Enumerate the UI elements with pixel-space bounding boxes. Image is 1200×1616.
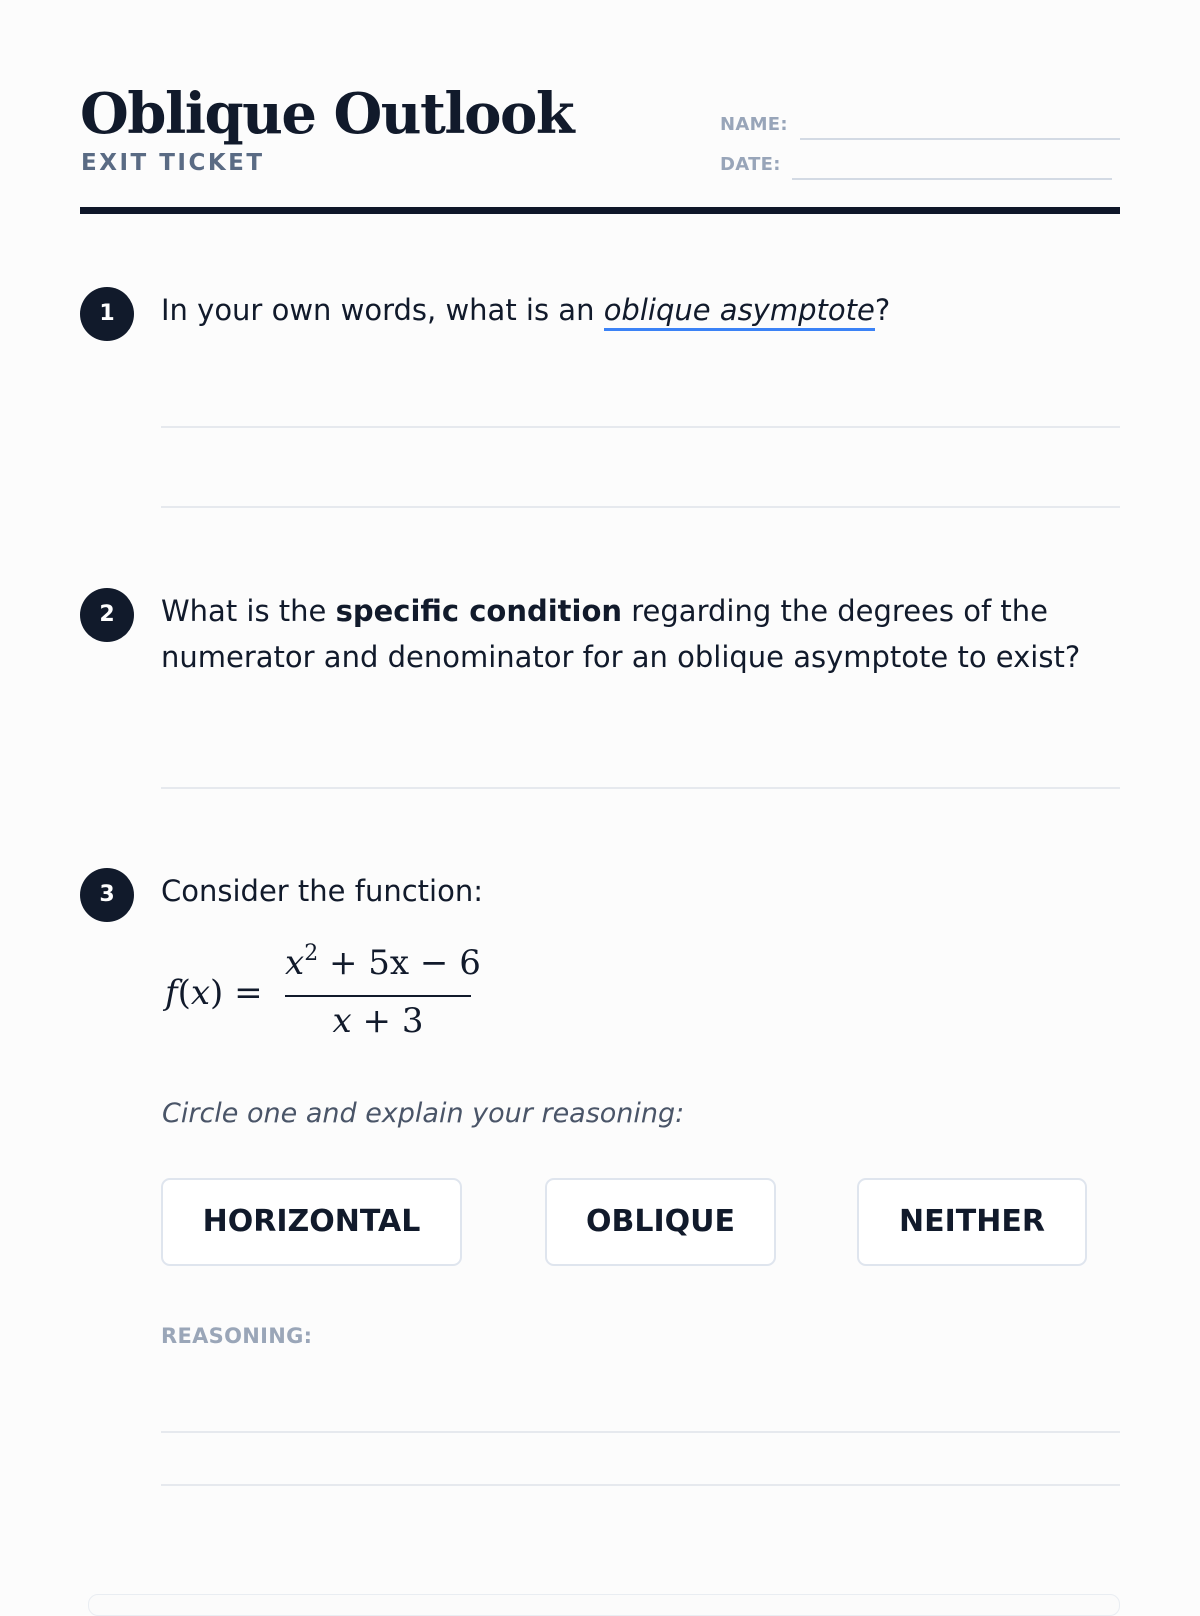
answer-line[interactable] — [161, 1431, 1120, 1433]
page-title: Oblique Outlook — [80, 81, 574, 147]
formula-function-name: f — [165, 973, 178, 1013]
answer-line[interactable] — [161, 1484, 1120, 1486]
question-1-text — [161, 287, 1081, 333]
date-write-line[interactable] — [792, 178, 1112, 180]
question-2-text-end: regarding the degrees of the numerator and denominator for an oblique asymptote to exist? — [161, 594, 1081, 674]
answer-line[interactable] — [161, 426, 1120, 428]
choice-instruction: Circle one and explain your reasoning: — [162, 1098, 685, 1129]
answer-line[interactable] — [161, 787, 1120, 789]
date-field[interactable] — [720, 152, 1120, 178]
choice-oblique-button[interactable]: OBLIQUE — [545, 1178, 776, 1266]
next-card-edge — [88, 1594, 1120, 1616]
date-label: DATE: — [720, 154, 781, 175]
question-number-badge: 2 — [80, 588, 134, 642]
question-number-badge: 1 — [80, 287, 134, 341]
question-1-text-end: ? — [874, 293, 891, 327]
formula-denominator — [285, 1001, 471, 1041]
denominator-variable: x — [332, 1001, 352, 1041]
numerator-variable: x — [285, 943, 305, 983]
fraction-bar — [285, 995, 471, 997]
denominator-terms: + 3 — [351, 1001, 424, 1041]
formula-numerator — [285, 941, 481, 983]
reasoning-label: REASONING: — [161, 1324, 313, 1348]
term-oblique-asymptote: oblique asymptote — [604, 293, 875, 331]
question-1-text-start: In your own words, what is an — [161, 293, 604, 327]
choice-horizontal-button[interactable]: HORIZONTAL — [161, 1178, 462, 1266]
function-formula — [165, 941, 585, 1045]
numerator-terms: + 5x − 6 — [318, 943, 481, 983]
question-3-text: Consider the function: — [161, 874, 483, 908]
formula-equals: = — [234, 973, 263, 1013]
choice-neither-button[interactable]: NEITHER — [857, 1178, 1087, 1266]
name-label: NAME: — [720, 114, 788, 135]
exit-ticket-page — [80, 0, 1120, 1600]
question-2-text-start: What is the — [161, 594, 336, 628]
answer-line[interactable] — [161, 506, 1120, 508]
formula-lhs: f(x) = — [165, 973, 263, 1013]
name-write-line[interactable] — [800, 138, 1120, 140]
formula-function-arg: x — [190, 973, 211, 1013]
question-number-badge: 3 — [80, 868, 134, 922]
name-field[interactable] — [720, 112, 1120, 138]
numerator-exponent: 2 — [304, 941, 319, 966]
question-2-text — [161, 588, 1081, 680]
header-divider — [80, 207, 1120, 214]
page-subtitle: EXIT TICKET — [81, 150, 265, 176]
question-2-emphasis: specific condition — [335, 594, 623, 628]
